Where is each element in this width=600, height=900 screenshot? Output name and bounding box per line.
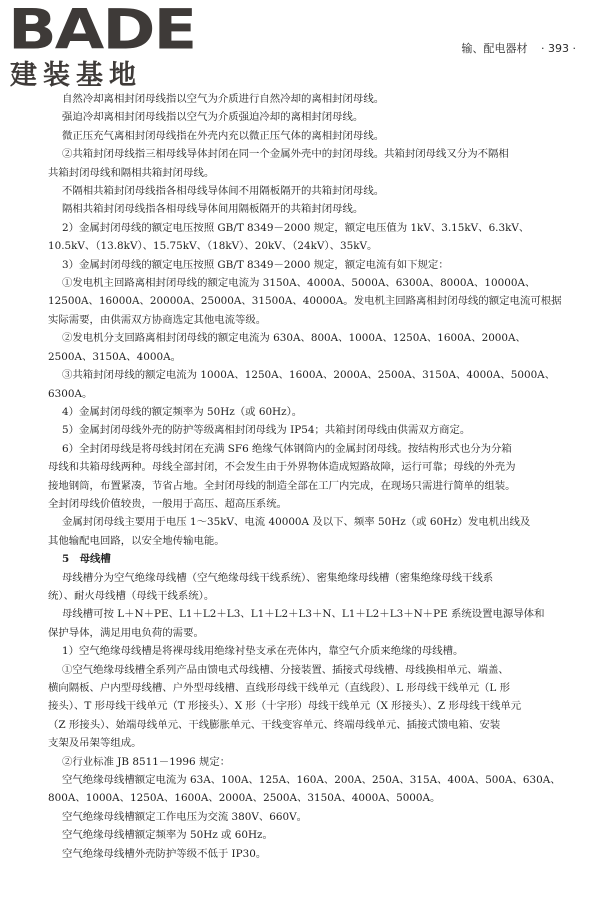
text-line: 接地钢筒，布置紧凑，节省占地。全封闭母线的制造全部在工厂内完成，在现场只需进行简单的组装。 xyxy=(48,479,516,492)
text-line: 全封闭母线价值较贵，一般用于高压、超高压系统。 xyxy=(48,497,287,510)
text-line: （Z 形接头）、始端母线单元、干线膨胀单元、干线变容单元、终端母线单元、插接式馈电箱、安装 xyxy=(48,718,501,731)
body-text xyxy=(48,90,590,863)
text-line: 其他输配电回路，以安全地传输电能。 xyxy=(48,534,225,547)
text-line: 空气绝缘母线槽额定电流为 63A、100A、125A、160A、200A、250A、315A、400A、500A、630A、 xyxy=(62,774,561,787)
text-line: 支架及吊架等组成。 xyxy=(48,737,142,750)
text-line: 自然冷却离相封闭母线指以空气为介质进行自然冷却的离相封闭母线。 xyxy=(62,93,385,105)
page-number: · 393 · xyxy=(541,42,576,55)
text-line: 6300A。 xyxy=(48,387,93,400)
text-line: 空气绝缘母线槽外壳防护等级不低于 IP30。 xyxy=(62,847,267,860)
text-line: 母线槽分为空气绝缘母线槽（空气绝缘母线干线系统）、密集绝缘母线槽（密集绝缘母线干线系 xyxy=(62,571,494,584)
text-line: 2）金属封闭母线的额定电压按照 GB/T 8349－2000 规定，额定电压值为 1kV、3.15kV、6.3kV、 xyxy=(62,221,530,234)
text-line: 金属封闭母线主要用于电压 1～35kV、电流 40000A 及以下、频率 50Hz（或 60Hz）发电机出线及 xyxy=(62,516,531,529)
text-line: 保护导体，满足用电负荷的需要。 xyxy=(48,626,204,639)
text-line: 1）空气绝缘母线槽是将裸母线用绝缘衬垫支承在壳体内，靠空气介质来绝缘的母线槽。 xyxy=(62,645,464,658)
text-line: ③共箱封闭母线的额定电流为 1000A、1250A、1600A、2000A、2500A、3150A、4000A、5000A、 xyxy=(62,369,556,382)
text-line: 接头）、T 形母线干线单元（T 形接头）、X 形（十字形）母线干线单元（X 形接头）、Z 形母线干线单元 xyxy=(48,700,522,713)
text-line: 微正压充气离相封闭母线指在外壳内充以微正压气体的离相封闭母线。 xyxy=(62,129,385,142)
text-line: ①发电机主回路离相封闭母线的额定电流为 3150A、4000A、5000A、6300A、8000A、10000A、 xyxy=(62,277,536,290)
logo xyxy=(8,2,228,98)
text-line: 4）金属封闭母线的额定频率为 50Hz（或 60Hz）。 xyxy=(62,405,303,418)
text-line: ②行业标准 JB 8511－1996 规定： xyxy=(62,755,231,768)
text-line: 强迫冷却离相封闭母线指以空气为介质强迫冷却的离相封闭母线。 xyxy=(62,111,364,124)
text-line: ②共箱封闭母线指三相母线导体封闭在同一个金属外壳中的封闭母线。共箱封闭母线又分为不隔相 xyxy=(62,148,509,161)
text-line: 10.5kV、（13.8kV）、15.75kV、（18kV）、20kV、（24kV）、35kV。 xyxy=(48,240,378,253)
text-line: 2500A、3150A、4000A。 xyxy=(48,350,182,363)
text-line: 母线槽可按 L＋N＋PE、L1＋L2＋L3、L1＋L2＋L3＋N、L1＋L2＋L3＋N＋PE 系统设置电源导体和 xyxy=(62,608,545,621)
text-line: 横向隔板、户内型母线槽、户外型母线槽、直线形母线干线单元（直线段）、L 形母线干线单元（L 形 xyxy=(48,682,510,694)
text-line: 隔相共箱封闭母线指各相母线导体间用隔板隔开的共箱封闭母线。 xyxy=(62,203,364,216)
text-line: 12500A、16000A、20000A、25000A、31500A、40000A。发电机主回路离相封闭母线的额定电流可根据 xyxy=(48,295,562,308)
text-line: ①空气绝缘母线槽全系列产品由馈电式母线槽、分接装置、插接式母线槽、母线换相单元、端盖、 xyxy=(62,663,509,676)
text-line: 共箱封闭母线和隔相共箱封闭母线。 xyxy=(48,166,215,179)
logo-wordmark: BADE xyxy=(8,0,196,63)
text-line: 母线和共箱母线两种。母线全部封闭，不会发生由于外界物体造成短路故障，运行可靠；母线的外壳为 xyxy=(48,461,516,474)
section-title: 输、配电器材 xyxy=(461,42,528,55)
text-line: 空气绝缘母线槽额定频率为 50Hz 或 60Hz。 xyxy=(62,829,273,842)
text-line: 空气绝缘母线槽额定工作电压为交流 380V、660V。 xyxy=(62,810,308,823)
text-line: 统）、耐火母线槽（母线干线系统）。 xyxy=(48,589,215,602)
text-line: 实际需要，由供需双方协商选定其他电流等级。 xyxy=(48,313,267,326)
logo-chinese: 建装基地 xyxy=(10,60,142,91)
section-heading: 5 母线槽 xyxy=(62,553,111,566)
page-header xyxy=(452,40,576,56)
text-line: 3）金属封闭母线的额定电压按照 GB/T 8349－2000 规定，额定电流有如下规定： xyxy=(62,258,449,271)
text-line: 不隔相共箱封闭母线指各相母线导体间不用隔板隔开的共箱封闭母线。 xyxy=(62,185,385,198)
text-line: ②发电机分支回路离相封闭母线的额定电流为 630A、800A、1000A、1250A、1600A、2000A、 xyxy=(62,332,526,345)
text-line: 6）全封闭母线是将母线封闭在充满 SF6 绝缘气体钢筒内的金属封闭母线。按结构形式也分为分箱 xyxy=(62,442,512,455)
text-line: 800A、1000A、1250A、1600A、2000A、2500A、3150A、4000A、5000A。 xyxy=(48,792,441,805)
text-line: 5）金属封闭母线外壳的防护等级离相封闭母线为 IP54；共箱封闭母线由供需双方商定。 xyxy=(62,424,471,437)
